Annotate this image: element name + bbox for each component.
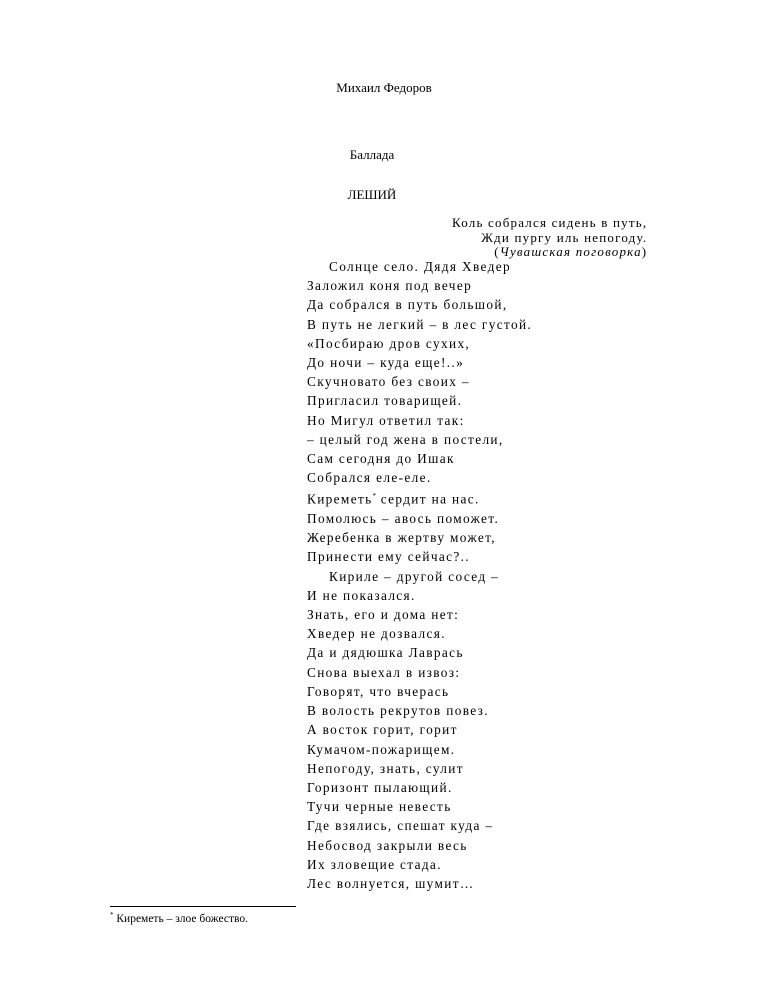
poem-line: Скучновато без своих – <box>307 374 470 390</box>
footnote <box>110 911 248 925</box>
poem-line: Хведер не дозвался. <box>307 626 446 642</box>
poem-line: Говорят, что вчерась <box>307 683 450 699</box>
poem-line: Солнце село. Дядя Хведер <box>329 259 511 274</box>
poem-line: Горизонт пылающий. <box>307 779 453 795</box>
footnote-text: Киреметь – злое божество. <box>113 912 248 925</box>
poem-line: Жеребенка в жертву может, <box>307 530 496 546</box>
poem-line: Знать, его и дома нет: <box>307 607 460 623</box>
poem-line: Но Мигул ответил так: <box>307 412 465 428</box>
poem-line: Заложил коня под вечер <box>307 278 473 294</box>
poem-line-text: Киреметь <box>307 491 373 507</box>
poem-line: Да собрался в путь большой, <box>307 297 508 313</box>
poem-body <box>307 257 532 893</box>
epigraph-source-open: ( <box>494 244 500 259</box>
poem-line: Собрался еле-еле. <box>307 470 432 486</box>
poem-line: «Посбираю дров сухих, <box>307 335 471 351</box>
poem-line: Помолюсь – авось поможет. <box>307 511 500 527</box>
poem-line: Непогоду, знать, сулит <box>307 760 464 776</box>
genre-label: Баллада <box>349 147 395 162</box>
poem-line: Кумачом-пожарищем. <box>307 741 456 757</box>
poem-line: Их зловещие стада. <box>307 856 442 872</box>
poem-line: И не показался. <box>307 587 416 603</box>
poem-line: Где взялись, спешат куда – <box>307 818 494 834</box>
epigraph-line: Коль собрался сидень в путь, <box>452 215 648 230</box>
epigraph-line: Жди пургу иль непогоду. <box>481 229 648 245</box>
footnote-mark: * <box>110 911 114 919</box>
poem-line: Да и дядюшка Лаврась <box>307 645 464 661</box>
poem-line: Кириле – другой сосед – <box>329 568 500 584</box>
poem-line: Принести ему сейчас?.. <box>307 549 470 565</box>
poem-line: Пригласил товарищей. <box>307 393 463 409</box>
poem-line: Тучи черные невесть <box>307 799 452 815</box>
epigraph-source-text: Чувашская поговорка <box>499 244 642 259</box>
poem-line <box>307 487 532 509</box>
author-name: Михаил Федоров <box>336 80 432 95</box>
footnote-divider <box>110 906 296 907</box>
poem-line-text: сердит на нас. <box>376 491 480 507</box>
poem-line: Снова выехал в извоз: <box>307 664 461 680</box>
poem-line: До ночи – куда еще!..» <box>307 355 465 371</box>
epigraph <box>452 216 647 260</box>
poem-line: – целый год жена в постели, <box>307 431 504 447</box>
poem-line: В волость рекрутов повез. <box>307 703 489 719</box>
poem-line: В путь не легкий – в лес густой. <box>307 316 533 332</box>
epigraph-source-close: ) <box>641 244 648 259</box>
poem-line: Сам сегодня до Ишак <box>307 451 455 467</box>
poem-title: ЛЕШИЙ <box>347 187 397 202</box>
poem-line: А восток горит, горит <box>307 722 458 738</box>
poem-line: Небосвод закрыли весь <box>307 837 468 853</box>
poem-line: Лес волнуется, шумит… <box>307 875 475 891</box>
footnote-marker: * <box>372 492 377 501</box>
